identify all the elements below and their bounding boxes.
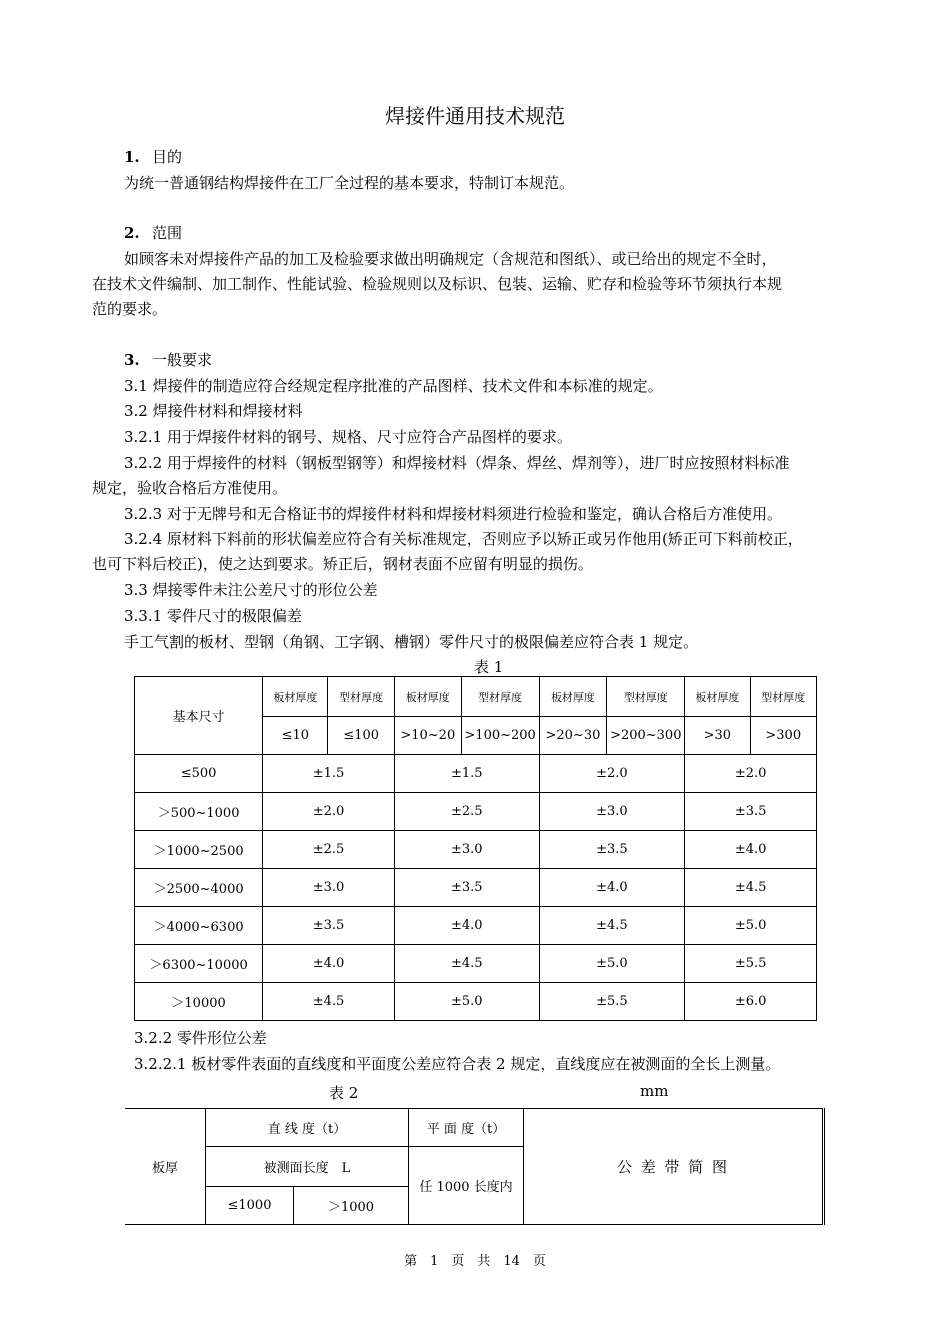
clause-3-3: 3.3 焊接零件未注公差尺寸的形位公差: [124, 581, 378, 599]
table-row: [135, 945, 817, 983]
clause-3-3-1-text: 手工气割的板材、型钢（角钢、工字钢、槽钢）零件尺寸的极限偏差应符合表 1 规定。: [124, 633, 699, 651]
tolerance-table-1: [134, 676, 817, 1021]
section-2-paragraph-line: 范的要求。: [92, 300, 168, 318]
section-title: 一般要求: [152, 351, 213, 369]
section-2-paragraph-line: 在技术文件编制、加工制作、性能试验、检验规则以及标识、包装、运输、贮存和检验等环节须执行本规: [92, 275, 783, 293]
table-cell: ±5.0: [685, 907, 817, 945]
tolerance-table-2: [125, 1108, 825, 1225]
clause-3-1: 3.1 焊接件的制造应符合经规定程序批准的产品图样、技术文件和本标准的规定。: [124, 377, 663, 395]
table-header-le1000: ≤1000: [206, 1187, 294, 1225]
table-column-header: 板材厚度: [539, 677, 607, 717]
table-row: [135, 907, 817, 945]
table-row: [135, 755, 817, 793]
document-title: 焊接件通用技术规范: [385, 104, 565, 128]
table-column-subheader: >10~20: [394, 717, 461, 755]
section-number: 1.: [124, 148, 140, 166]
table-column-subheader: >100~200: [461, 717, 539, 755]
clause-3-2-4: 3.2.4 原材料下料前的形状偏差应符合有关标准规定，否则应予以矫正或另作他用(矫正可下料前校正，: [124, 530, 803, 548]
table-row-size: ≤500: [135, 755, 263, 793]
table-corner-header: 基本尺寸: [135, 677, 263, 755]
page-footer: 第 1 页 共 14 页: [404, 1254, 546, 1269]
clause-3-2-2-1: 3.2.2.1 板材零件表面的直线度和平面度公差应符合表 2 规定，直线度应在被测面的全长上测量。: [134, 1055, 781, 1073]
table-row: [135, 869, 817, 907]
table-cell: ±3.5: [394, 869, 539, 907]
table-header-diagram: 公 差 带 简 图: [524, 1109, 824, 1225]
section-title: 目的: [152, 148, 183, 166]
table-header-gt1000: ＞1000: [294, 1187, 409, 1225]
clause-3-2-1: 3.2.1 用于焊接件材料的钢号、规格、尺寸应符合产品图样的要求。: [124, 428, 572, 446]
table-column-subheader: >300: [750, 717, 817, 755]
table-cell: ±4.0: [539, 869, 685, 907]
table-row: [135, 983, 817, 1021]
table-cell: ±4.5: [539, 907, 685, 945]
table-column-subheader: ≤10: [263, 717, 328, 755]
table-cell: ±2.0: [539, 755, 685, 793]
table-header-flatness: 平 面 度（t）: [409, 1109, 524, 1147]
section-title: 范围: [152, 224, 183, 242]
table-column-header: 板材厚度: [394, 677, 461, 717]
table-cell: ±2.0: [685, 755, 817, 793]
table-cell: ±4.5: [685, 869, 817, 907]
table-row: [135, 831, 817, 869]
table-column-header: 板材厚度: [263, 677, 328, 717]
table-cell: ±4.0: [685, 831, 817, 869]
section-2-paragraph-line: 如顾客未对焊接件产品的加工及检验要求做出明确规定（含规范和图纸）、或已给出的规定不全时，: [124, 250, 777, 268]
section-2-heading: [124, 222, 182, 243]
table-row-size: ＞1000~2500: [135, 831, 263, 869]
table-cell: ±1.5: [394, 755, 539, 793]
table-row-size: ＞2500~4000: [135, 869, 263, 907]
table-column-subheader: ≤100: [328, 717, 394, 755]
table-column-header: 型材厚度: [607, 677, 685, 717]
table-cell: ±5.5: [539, 983, 685, 1021]
table-header-straightness: 直 线 度（t）: [206, 1109, 409, 1147]
table-cell: ±4.0: [394, 907, 539, 945]
table-column-subheader: >20~30: [539, 717, 607, 755]
clause-3-2: 3.2 焊接件材料和焊接材料: [124, 402, 303, 420]
section-3-heading: [124, 349, 212, 370]
table-cell: ±1.5: [263, 755, 395, 793]
table-cell: ±3.5: [685, 793, 817, 831]
table-cell: ±2.5: [394, 793, 539, 831]
table-column-header: 板材厚度: [685, 677, 750, 717]
table-header-within-1000: 任 1000 长度内: [409, 1147, 524, 1225]
table-cell: ±4.5: [263, 983, 395, 1021]
table-column-header: 型材厚度: [750, 677, 817, 717]
table-column-subheader: >30: [685, 717, 750, 755]
table-2-unit: mm: [640, 1082, 669, 1100]
table-cell: ±3.0: [539, 793, 685, 831]
clause-3-2-2: 3.2.2 用于焊接件的材料（钢板型钢等）和焊接材料（焊条、焊丝、焊剂等），进厂时应按照材料标准: [124, 454, 790, 472]
table-row-size: ＞4000~6300: [135, 907, 263, 945]
table-cell: ±3.0: [263, 869, 395, 907]
table-1-caption: 表 1: [474, 658, 504, 676]
clause-3-2-3: 3.2.3 对于无牌号和无合格证书的焊接件材料和焊接材料须进行检验和鉴定，确认合格后方准使用。: [124, 505, 782, 523]
table-cell: ±3.5: [263, 907, 395, 945]
table-cell: ±5.0: [394, 983, 539, 1021]
table-cell: ±2.5: [263, 831, 395, 869]
table-cell: ±4.5: [394, 945, 539, 983]
table-cell: ±5.5: [685, 945, 817, 983]
table-cell: ±6.0: [685, 983, 817, 1021]
table-2-caption: 表 2: [329, 1084, 359, 1102]
table-column-header: 型材厚度: [461, 677, 539, 717]
clause-3-3-1: 3.3.1 零件尺寸的极限偏差: [124, 607, 302, 625]
table-cell: ±5.0: [539, 945, 685, 983]
table-cell: ±4.0: [263, 945, 395, 983]
table-cell: ±3.5: [539, 831, 685, 869]
section-1-heading: [124, 146, 182, 167]
table-cell: ±2.0: [263, 793, 395, 831]
table-header-measured-length: 被测面长度 L: [206, 1147, 409, 1187]
table-row-size: ＞500~1000: [135, 793, 263, 831]
table-column-header: 型材厚度: [328, 677, 394, 717]
table-header-thickness: 板厚: [125, 1109, 206, 1225]
clause-3-2-2-shape: 3.2.2 零件形位公差: [134, 1029, 267, 1047]
clause-3-2-4-cont: 也可下料后校正)，使之达到要求。矫正后，钢材表面不应留有明显的损伤。: [92, 555, 593, 573]
clause-3-2-2-cont: 规定，验收合格后方准使用。: [92, 479, 288, 497]
section-number: 2.: [124, 224, 140, 242]
table-row: [135, 793, 817, 831]
table-row-size: ＞10000: [135, 983, 263, 1021]
table-column-subheader: >200~300: [607, 717, 685, 755]
section-number: 3.: [124, 351, 140, 369]
table-cell: ±3.0: [394, 831, 539, 869]
table-row-size: ＞6300~10000: [135, 945, 263, 983]
section-1-text: 为统一普通钢结构焊接件在工厂全过程的基本要求，特制订本规范。: [124, 174, 575, 192]
